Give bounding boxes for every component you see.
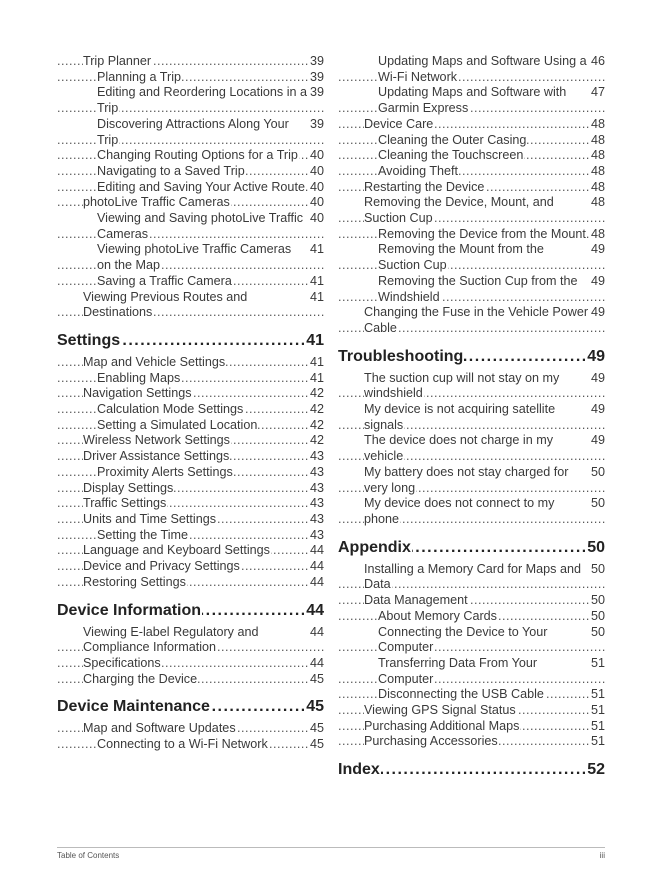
toc-entry-title: The suction cup will not stay on my windshield — [364, 370, 560, 401]
toc-page-number: 48 — [590, 226, 605, 241]
toc-page-number: 41 — [309, 370, 324, 385]
toc-entry-title: My battery does not stay charged for very long — [364, 464, 569, 495]
toc-page-number: 42 — [309, 402, 324, 417]
toc-section-heading[interactable] — [338, 760, 605, 780]
toc-entry[interactable] — [57, 117, 324, 148]
toc-entry-title: Appendix — [338, 538, 411, 556]
toc-entry-title: Purchasing Additional Maps — [364, 718, 520, 733]
toc-entry-title: Editing and Reordering Locations in a Trip — [97, 85, 308, 116]
toc-entry-title: Enabling Maps — [97, 370, 181, 385]
toc-page-number: 51 — [590, 718, 605, 733]
toc-entry[interactable] — [338, 719, 605, 735]
toc-entry[interactable] — [57, 85, 324, 116]
toc-entry[interactable] — [338, 164, 605, 180]
toc-page-number: 51 — [590, 703, 605, 718]
toc-entry-title: Setting a Simulated Location — [97, 417, 258, 432]
toc-page-number: 45 — [309, 737, 324, 752]
toc-entry[interactable] — [57, 672, 324, 688]
toc-entry[interactable] — [57, 386, 324, 402]
toc-entry[interactable] — [57, 211, 324, 242]
toc-entry-title: Device and Privacy Settings — [83, 559, 240, 574]
toc-page-number: 49 — [590, 402, 605, 417]
toc-entry[interactable] — [57, 512, 324, 528]
toc-entry-title: Viewing Previous Routes and Destinations — [83, 289, 248, 320]
toc-entry[interactable] — [338, 85, 605, 116]
toc-entry[interactable] — [338, 148, 605, 164]
toc-page-number: 48 — [590, 179, 605, 194]
toc-page-number: 40 — [309, 211, 324, 226]
toc-page-number: 42 — [309, 417, 324, 432]
toc-entry-title: Calculation Mode Settings — [97, 402, 244, 417]
toc-entry[interactable] — [338, 433, 605, 464]
toc-left-column — [57, 54, 324, 753]
toc-entry-title: Device Care — [364, 116, 434, 131]
toc-entry-title: Specifications — [83, 655, 161, 670]
toc-page-number: 50 — [590, 561, 605, 576]
toc-page-number: 41 — [309, 354, 324, 369]
toc-page-number: 51 — [590, 687, 605, 702]
toc-entry-title: Charging the Device — [83, 671, 198, 686]
toc-entry[interactable] — [338, 133, 605, 149]
toc-entry-title: Wireless Network Settings — [83, 433, 230, 448]
toc-entry-title: Updating Maps and Software with Garmin Express — [378, 85, 567, 116]
toc-entry[interactable] — [338, 625, 605, 656]
toc-page-number: 39 — [309, 69, 324, 84]
toc-entry-title: Troubleshooting — [338, 347, 464, 365]
toc-entry-title: Removing the Suction Cup from the Windshield — [378, 273, 578, 304]
toc-entry-title: Viewing GPS Signal Status — [364, 703, 516, 718]
toc-entry[interactable] — [338, 54, 605, 85]
toc-page-number: 49 — [590, 242, 605, 257]
toc-page-number: 40 — [309, 163, 324, 178]
toc-entry[interactable] — [338, 703, 605, 719]
toc-entry-title: Removing the Device from the Mount — [378, 226, 586, 241]
toc-page-number: 49 — [590, 273, 605, 288]
toc-entry-title: Units and Time Settings — [83, 511, 216, 526]
toc-entry-title: My device does not connect to my phone — [364, 496, 555, 526]
toc-entry[interactable] — [57, 371, 324, 387]
toc-entry[interactable] — [338, 371, 605, 402]
toc-entry-title: Settings — [57, 331, 121, 349]
toc-entry-title: Device Information — [57, 601, 202, 619]
toc-page-number: 43 — [309, 464, 324, 479]
toc-entry-title: Restoring Settings — [83, 574, 186, 589]
toc-page-number: 40 — [309, 148, 324, 163]
toc-entry-title: Restarting the Device — [364, 179, 485, 194]
toc-section-heading[interactable] — [338, 347, 605, 367]
toc-page-number: 45 — [306, 698, 324, 716]
toc-entry[interactable] — [57, 70, 324, 86]
toc-entry-title: Updating Maps and Software Using a Wi-Fi Network — [378, 54, 587, 84]
toc-entry-title: Changing the Fuse in the Vehicle Power Cable — [364, 305, 589, 335]
toc-entry-title: Navigating to a Saved Trip — [97, 163, 245, 178]
toc-entry[interactable] — [57, 195, 324, 211]
toc-entry[interactable] — [57, 656, 324, 672]
toc-page-number: 44 — [309, 559, 324, 574]
toc-entry-title: Viewing photoLive Traffic Cameras on the Map — [97, 242, 292, 273]
page-footer — [57, 847, 605, 860]
toc-section-heading[interactable] — [57, 697, 324, 717]
toc-entry-title: Driver Assistance Settings — [83, 449, 230, 464]
toc-entry-title: Trip Planner — [83, 54, 152, 68]
toc-page-number: 41 — [309, 242, 324, 257]
footer-section-title: Table of Contents — [57, 851, 120, 860]
toc-entry-title: photoLive Traffic Cameras — [83, 195, 230, 210]
toc-entry[interactable] — [57, 402, 324, 418]
toc-entry-title: Traffic Settings — [83, 496, 167, 511]
toc-entry-title: Installing a Memory Card for Maps and Data — [364, 561, 581, 592]
toc-entry[interactable] — [338, 305, 605, 336]
toc-page-number: 49 — [590, 433, 605, 448]
toc-page-number: 40 — [309, 195, 324, 210]
toc-entry[interactable] — [57, 528, 324, 544]
toc-entry-title: Connecting the Device to Your Computer — [378, 624, 548, 655]
toc-page-number: 49 — [587, 347, 605, 365]
toc-entry[interactable] — [57, 148, 324, 164]
toc-entry[interactable] — [338, 687, 605, 703]
toc-entry[interactable] — [57, 180, 324, 196]
toc-entry-title: Discovering Attractions Along Your Trip — [97, 116, 289, 147]
toc-page-number: 44 — [309, 655, 324, 670]
toc-page-number: 45 — [309, 721, 324, 736]
toc-entry-title: Setting the Time — [97, 527, 189, 542]
toc-page-number: 43 — [309, 449, 324, 464]
toc-entry[interactable] — [338, 562, 605, 593]
toc-page-number: 43 — [309, 480, 324, 495]
toc-page-number: 39 — [309, 85, 324, 100]
toc-page-number: 44 — [309, 574, 324, 589]
toc-entry[interactable] — [57, 625, 324, 656]
toc-entry[interactable] — [57, 543, 324, 559]
toc-entry-title: Disconnecting the USB Cable — [378, 687, 544, 702]
toc-page-number: 50 — [590, 608, 605, 623]
toc-page-number: 43 — [309, 496, 324, 511]
toc-page-number: 48 — [590, 132, 605, 147]
toc-right-column — [338, 54, 605, 784]
toc-entry-title: Index — [338, 761, 380, 779]
toc-entry[interactable] — [338, 117, 605, 133]
toc-entry-title: The device does not charge in my vehicle — [364, 433, 554, 464]
toc-page-number: 43 — [309, 511, 324, 526]
toc-entry-title: Language and Keyboard Settings — [83, 543, 270, 558]
toc-entry[interactable] — [57, 418, 324, 434]
toc-entry[interactable] — [57, 242, 324, 273]
toc-page-number: 45 — [309, 671, 324, 686]
toc-section-heading[interactable] — [57, 601, 324, 621]
toc-entry-title: Viewing E-label Regulatory and Compliance Information — [83, 624, 259, 655]
toc-entry[interactable] — [338, 195, 605, 226]
toc-entry-title: Changing Routing Options for a Trip — [97, 148, 298, 163]
toc-entry-title: Removing the Mount from the Suction Cup — [378, 242, 544, 273]
toc-page-number: 42 — [309, 386, 324, 401]
toc-entry-title: Saving a Traffic Camera — [97, 273, 232, 288]
toc-entry-title: Editing and Saving Your Active Route — [97, 179, 305, 194]
toc-page-number: 49 — [590, 370, 605, 385]
toc-entry[interactable] — [57, 274, 324, 290]
toc-page-number: 48 — [590, 195, 605, 210]
toc-entry-title: My device is not acquiring satellite signals — [364, 402, 556, 432]
toc-entry-title: Transferring Data From Your Computer — [378, 655, 538, 686]
toc-page-number: 44 — [309, 543, 324, 558]
toc-entry[interactable] — [57, 465, 324, 481]
toc-entry[interactable] — [57, 355, 324, 371]
toc-entry[interactable] — [338, 656, 605, 687]
toc-entry[interactable] — [57, 164, 324, 180]
toc-page-number: 48 — [590, 116, 605, 131]
toc-page-number: 41 — [309, 273, 324, 288]
toc-entry[interactable] — [338, 180, 605, 196]
toc-entry-title: Navigation Settings — [83, 386, 192, 401]
toc-page-number: 50 — [590, 624, 605, 639]
toc-page-number: 50 — [590, 464, 605, 479]
toc-entry-title: Removing the Device, Mount, and Suction Cup — [364, 195, 554, 226]
toc-page-number: 42 — [309, 433, 324, 448]
toc-page-number: 50 — [587, 538, 605, 556]
toc-page-number: 40 — [309, 179, 324, 194]
toc-entry[interactable] — [57, 575, 324, 591]
footer-page-number: iii — [599, 851, 605, 860]
toc-page-number: 46 — [590, 54, 605, 68]
toc-entry[interactable] — [57, 496, 324, 512]
toc-page-number: 47 — [590, 85, 605, 100]
toc-entry-title: Cleaning the Outer Casing — [378, 132, 527, 147]
toc-entry[interactable] — [57, 481, 324, 497]
toc-entry[interactable] — [57, 433, 324, 449]
toc-entry-title: Purchasing Accessories — [364, 734, 498, 749]
toc-entry[interactable] — [338, 465, 605, 496]
toc-entry-title: Display Settings — [83, 480, 174, 495]
toc-entry[interactable] — [338, 402, 605, 433]
toc-page-number: 48 — [590, 148, 605, 163]
toc-entry-title: About Memory Cards — [378, 608, 497, 623]
toc-entry[interactable] — [338, 242, 605, 273]
toc-page-number: 41 — [306, 331, 324, 349]
toc-entry[interactable] — [57, 290, 324, 321]
toc-entry[interactable] — [338, 593, 605, 609]
toc-entry[interactable] — [57, 54, 324, 70]
toc-page-number: 41 — [309, 289, 324, 304]
toc-entry[interactable] — [338, 496, 605, 527]
toc-section-heading[interactable] — [57, 331, 324, 351]
toc-page-number: 39 — [309, 116, 324, 131]
toc-page-number: 52 — [587, 761, 605, 779]
toc-page-number: 44 — [309, 624, 324, 639]
toc-entry-title: Planning a Trip — [97, 69, 182, 84]
toc-page-number: 49 — [590, 305, 605, 320]
toc-entry[interactable] — [338, 227, 605, 243]
toc-entry[interactable] — [57, 559, 324, 575]
toc-page-number: 48 — [590, 163, 605, 178]
toc-page-number: 51 — [590, 655, 605, 670]
toc-entry-title: Avoiding Theft — [378, 163, 459, 178]
toc-entry-title: Cleaning the Touchscreen — [378, 148, 524, 163]
toc-entry-title: Viewing and Saving photoLive Traffic Cameras — [97, 211, 304, 241]
toc-entry[interactable] — [338, 734, 605, 750]
toc-entry-title: Map and Vehicle Settings — [83, 354, 226, 369]
toc-page-number: 43 — [309, 527, 324, 542]
toc-entry[interactable] — [338, 274, 605, 305]
toc-entry[interactable] — [57, 449, 324, 465]
toc-entry[interactable] — [57, 737, 324, 753]
toc-entry-title: Proximity Alerts Settings — [97, 464, 233, 479]
toc-entry-title: Data Management — [364, 593, 468, 608]
toc-page-number: 39 — [309, 54, 324, 68]
toc-entry-title: Map and Software Updates — [83, 721, 236, 736]
toc-entry-title: Connecting to a Wi-Fi Network — [97, 737, 268, 752]
toc-entry[interactable] — [338, 609, 605, 625]
toc-entry-title: Device Maintenance — [57, 698, 210, 716]
toc-page-number: 50 — [590, 593, 605, 608]
toc-entry[interactable] — [57, 721, 324, 737]
toc-section-heading[interactable] — [338, 538, 605, 558]
toc-page-number: 44 — [306, 601, 324, 619]
toc-page-number: 51 — [590, 734, 605, 749]
toc-page-number: 50 — [590, 496, 605, 511]
